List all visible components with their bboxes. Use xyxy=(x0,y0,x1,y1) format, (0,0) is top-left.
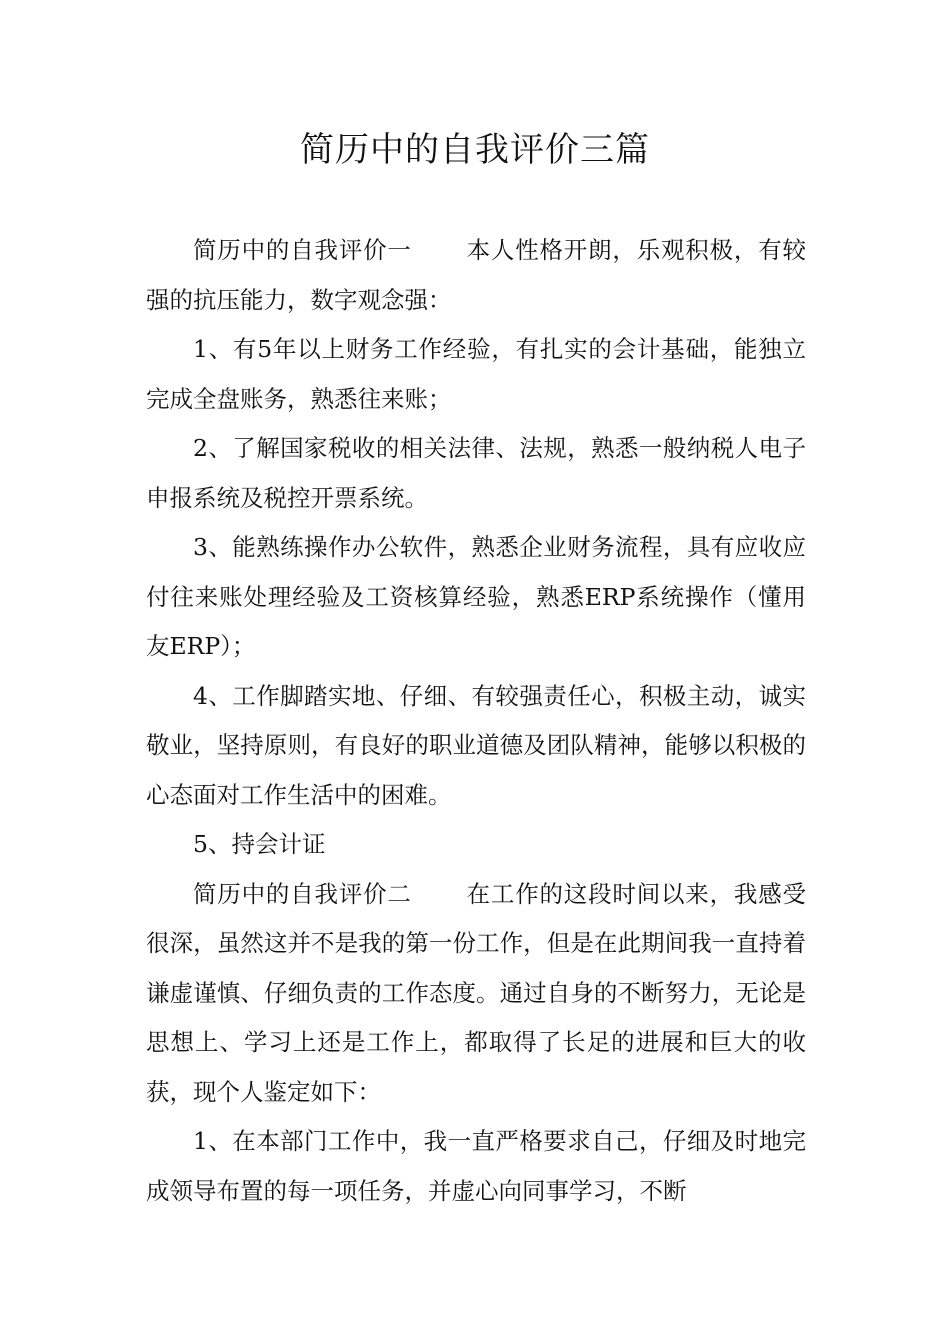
document-title: 简历中的自我评价三篇 xyxy=(300,130,650,170)
paragraph-text: 5、持会计证 xyxy=(193,830,326,858)
document-body xyxy=(146,226,806,1216)
paragraph-text: 在工作的这段时间以来，我感受很深，虽然这并不是我的第一份工作，但是在此期间我一直持着谦虚谨慎、仔细负责的工作态度。通过自身的不断努力，无论是思想上、学习上还是工作上，都取得了长足的进展和巨大的收获，现个人鉴定如下： xyxy=(146,879,807,1106)
paragraph-text: 1、在本部门工作中，我一直严格要求自己，仔细及时地完成领导布置的每一项任务，并虚心向同事学习，不断 xyxy=(146,1127,806,1205)
paragraph-text: 本人性格开朗，乐观积极，有较强的抗压能力，数字观念强： xyxy=(146,236,807,314)
paragraph-text: 3、能熟练操作办公软件，熟悉企业财务流程，具有应收应付往来账处理经验及工资核算经验，熟悉ERP系统操作（懂用友ERP）； xyxy=(146,533,806,660)
paragraph-text: 4、工作脚踏实地、仔细、有较强责任心，积极主动，诚实敬业，坚持原则，有良好的职业道德及团队精神，能够以积极的心态面对工作生活中的困难。 xyxy=(146,681,806,809)
paragraph-8 xyxy=(146,1117,806,1216)
paragraph-5 xyxy=(146,672,806,821)
paragraph-6 xyxy=(146,820,806,870)
paragraph-2 xyxy=(146,325,806,424)
paragraph-3 xyxy=(146,424,806,523)
section-heading-2: 简历中的自我评价二 xyxy=(193,879,412,908)
section-heading-1: 简历中的自我评价一 xyxy=(193,236,412,264)
paragraph-text: 1、有5年以上财务工作经验，有扎实的会计基础，能独立完成全盘账务，熟悉往来账； xyxy=(146,335,806,413)
paragraph-7 xyxy=(146,870,806,1118)
paragraph-4 xyxy=(146,523,806,672)
paragraph-1 xyxy=(146,226,806,325)
paragraph-text: 2、了解国家税收的相关法律、法规，熟悉一般纳税人电子申报系统及税控开票系统。 xyxy=(146,434,806,512)
